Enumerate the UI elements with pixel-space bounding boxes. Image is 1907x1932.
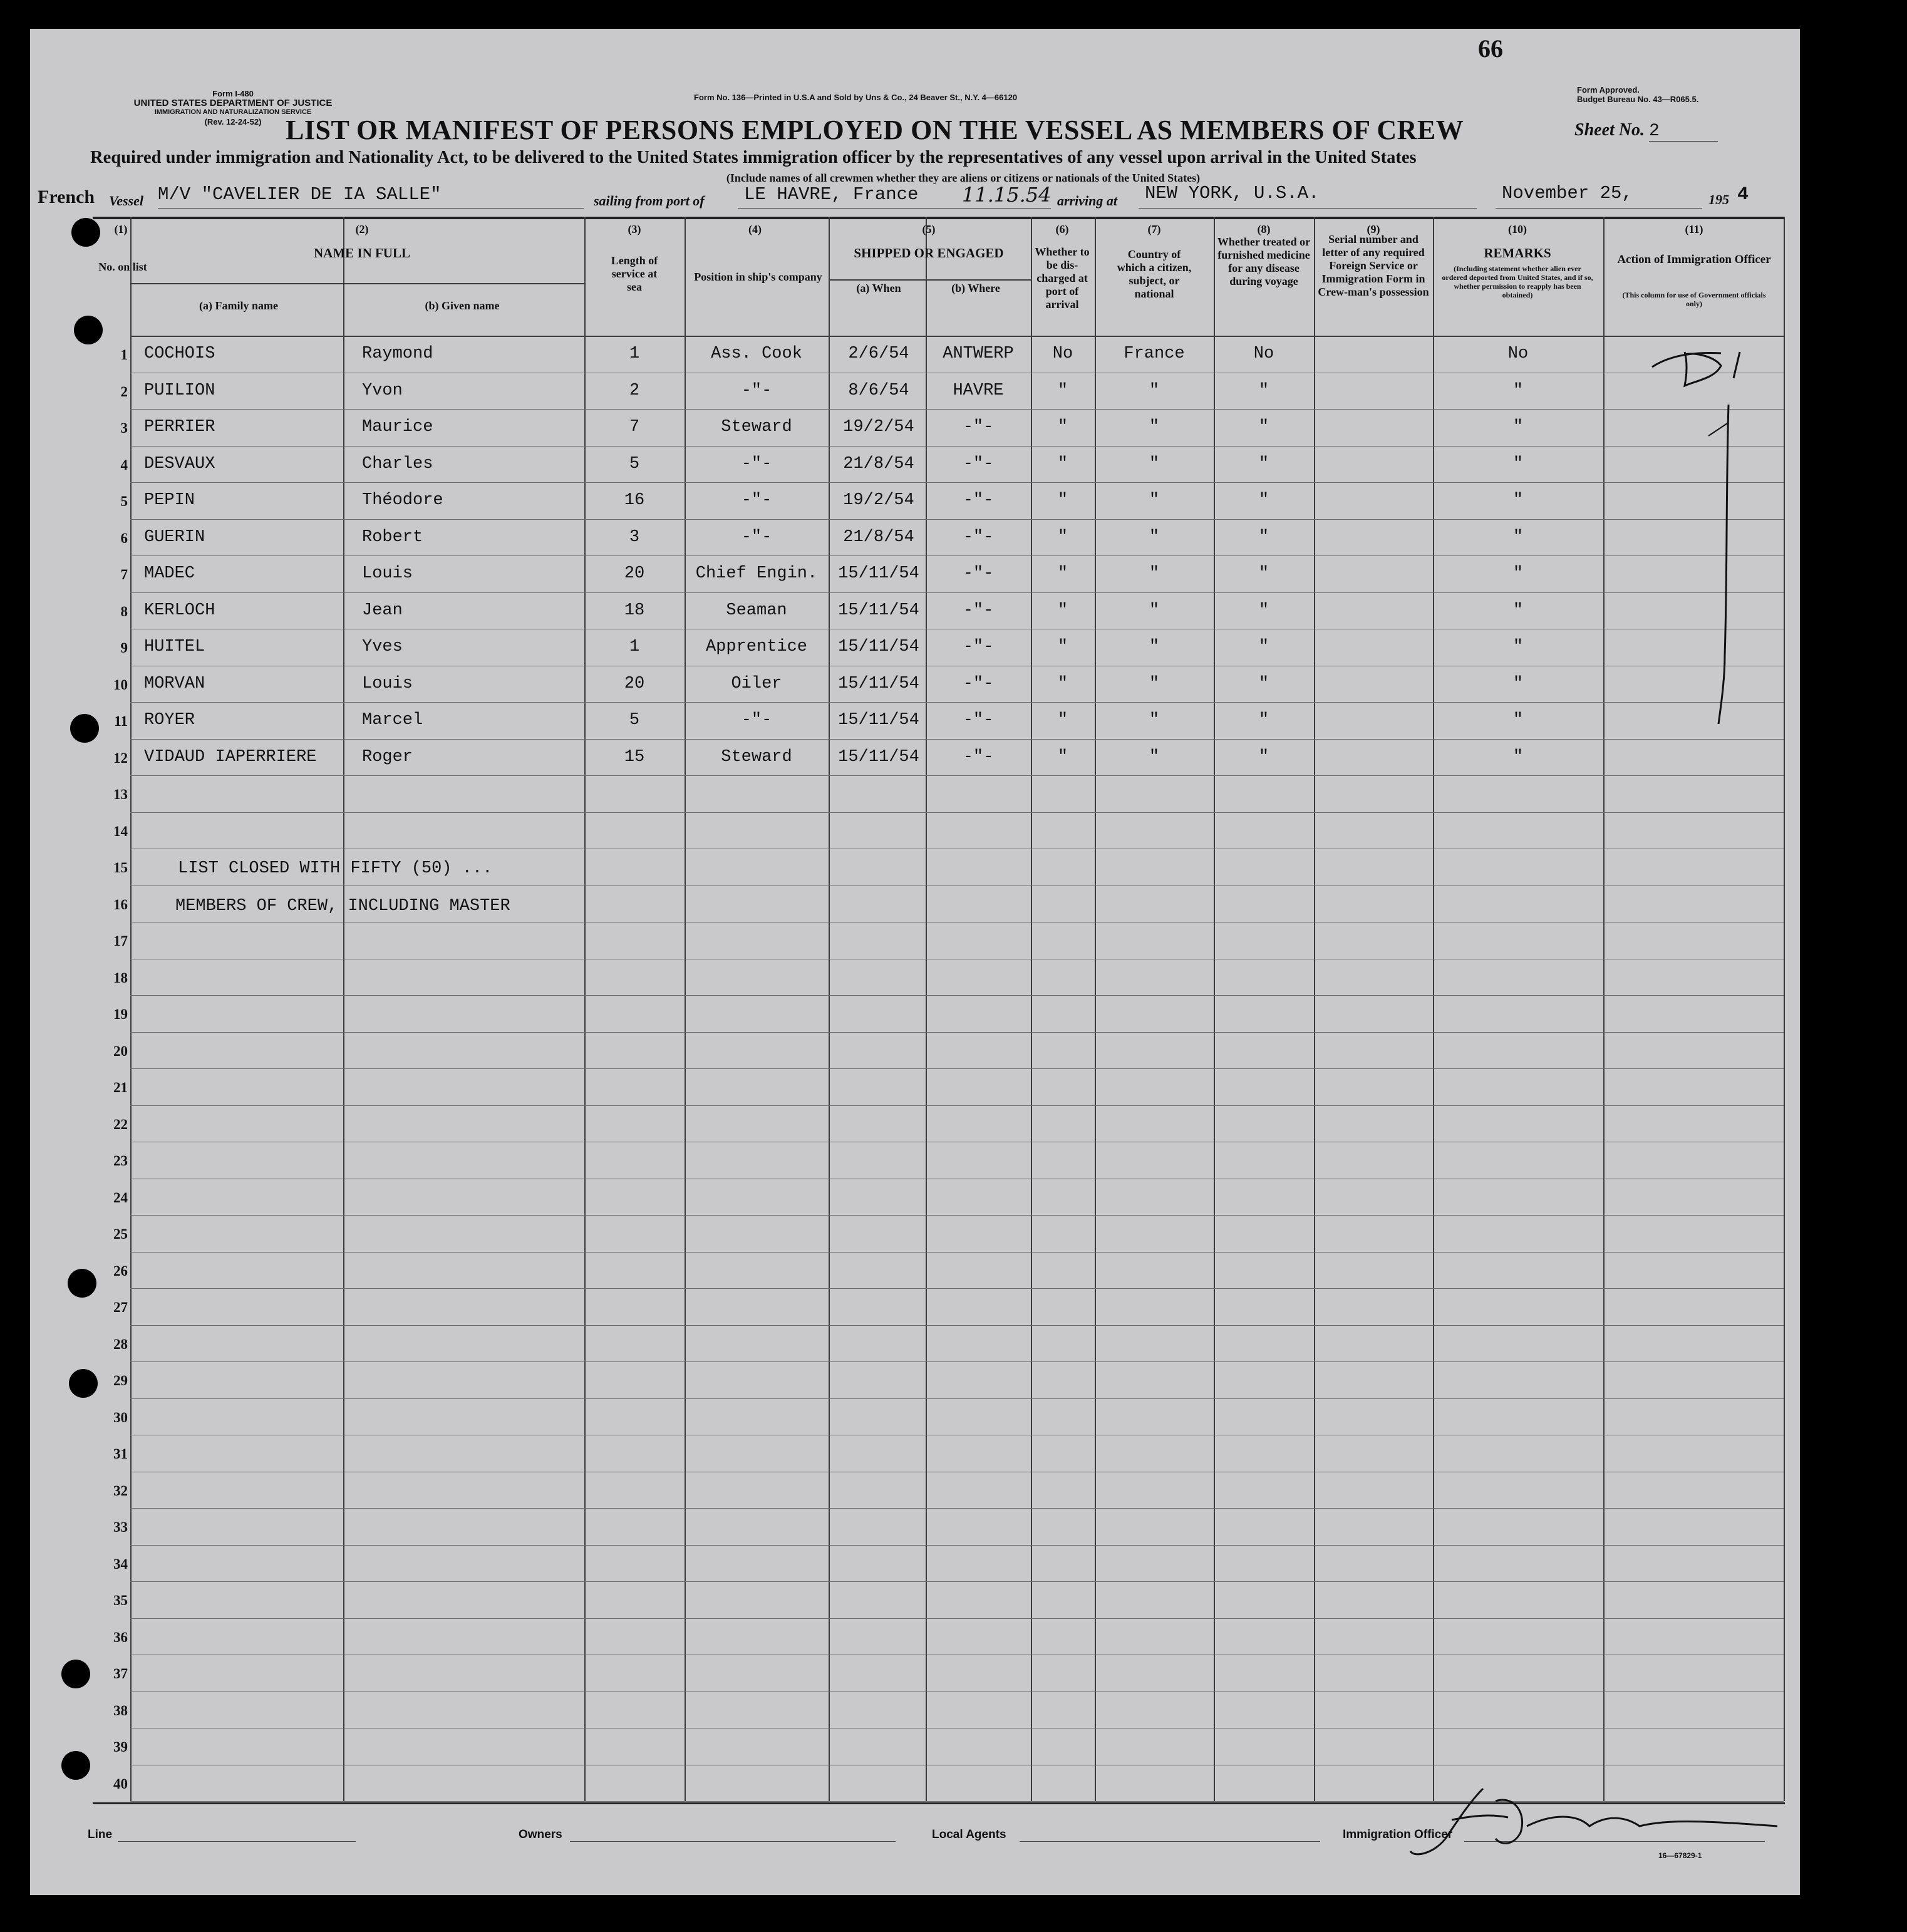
sailing-label: sailing from port of [594, 193, 705, 209]
closing-note-line-1: LIST CLOSED WITH FIFTY (50) ... [178, 859, 493, 878]
row-number: 14 [113, 823, 128, 839]
cell-family: ROYER [144, 711, 195, 730]
cell-country: " [1149, 674, 1160, 693]
row-rule [130, 1545, 1784, 1546]
cell-where: HAVRE [953, 381, 1004, 400]
cell-family: VIDAUD IAPERRIERE [144, 747, 317, 767]
row-rule [130, 519, 1784, 520]
cell-remarks: " [1512, 491, 1524, 510]
cell-discharged: " [1057, 711, 1068, 730]
cell-country: " [1149, 564, 1160, 583]
col7-header: Country of which a citizen, subject, or national [1117, 248, 1192, 300]
cell-given: Robert [362, 527, 423, 547]
arriving-label: arriving at [1057, 193, 1117, 209]
cell-given: Yves [362, 638, 403, 656]
cell-medicine: " [1258, 711, 1269, 730]
cell-country: " [1149, 418, 1160, 437]
row-number: 7 [120, 567, 128, 582]
cell-country: " [1149, 381, 1160, 400]
cell-family: HUITEL [144, 638, 205, 656]
manifest-sheet [30, 29, 1800, 1895]
column-rule [1603, 217, 1605, 1801]
cell-where: -"- [963, 638, 994, 656]
cell-medicine: " [1258, 381, 1269, 400]
binder-hole [68, 1269, 96, 1298]
form-info-line: (Rev. 12-24-52) [204, 117, 262, 127]
cell-discharged: " [1057, 674, 1068, 693]
cell-given: Louis [362, 564, 413, 583]
cell-medicine: " [1258, 638, 1269, 656]
name-subheader-rule [130, 283, 584, 284]
row-rule [130, 1325, 1784, 1326]
col10-header: REMARKS [1484, 245, 1551, 261]
row-number: 38 [113, 1702, 128, 1718]
cell-where: -"- [963, 601, 994, 620]
cell-length: 18 [624, 601, 645, 620]
column-rule [1784, 217, 1785, 1801]
col6-number: (6) [1055, 223, 1069, 235]
cell-remarks: No [1507, 344, 1529, 363]
row-rule [130, 1618, 1784, 1619]
col11-note: (This column for use of Government officials only) [1622, 291, 1766, 308]
year-suffix: 4 [1737, 184, 1749, 205]
cell-country: " [1149, 711, 1160, 730]
cell-given: Maurice [362, 418, 433, 437]
col5b-header: (b) Where [951, 282, 1000, 294]
row-number: 6 [120, 530, 128, 546]
cell-discharged: " [1057, 527, 1068, 547]
row-number: 28 [113, 1336, 128, 1352]
cell-remarks: " [1512, 564, 1524, 583]
cell-country: " [1149, 638, 1160, 656]
cell-length: 1 [629, 638, 640, 656]
row-rule [130, 1215, 1784, 1216]
column-rule [343, 283, 344, 1801]
cell-length: 20 [624, 564, 645, 583]
cell-discharged: " [1057, 601, 1068, 620]
cell-remarks: " [1512, 711, 1524, 730]
row-number: 17 [113, 933, 128, 949]
cell-length: 7 [629, 418, 640, 437]
row-rule [130, 1398, 1784, 1399]
row-number: 1 [120, 347, 128, 363]
cell-when: 21/8/54 [843, 454, 914, 473]
row-number: 36 [113, 1629, 128, 1645]
row-number: 4 [120, 457, 128, 473]
cell-remarks: " [1512, 638, 1524, 656]
cell-where: ANTWERP [943, 344, 1014, 363]
row-number: 21 [113, 1080, 128, 1095]
row-rule [130, 592, 1784, 593]
row-number: 2 [120, 383, 128, 400]
cell-length: 15 [624, 747, 645, 767]
cell-where: -"- [963, 527, 994, 547]
cell-discharged: No [1052, 344, 1073, 363]
col2-number: (2) [355, 223, 369, 235]
row-rule [130, 1032, 1784, 1033]
footer-line-label: Line [88, 1828, 113, 1841]
handwritten-mark [1615, 329, 1777, 768]
row-number: 13 [113, 787, 128, 802]
cell-remarks: " [1512, 418, 1524, 437]
row-rule [130, 409, 1784, 410]
col10-note: (Including statement whether alien ever ordered deported from United States, and if so, whether permission to reapply has been obtained) [1442, 264, 1593, 299]
cell-given: Louis [362, 674, 413, 693]
footer-owners-label: Owners [519, 1828, 562, 1841]
cell-position: Apprentice [705, 638, 808, 656]
row-number: 35 [113, 1593, 128, 1608]
form-info-line: Form I-480 [212, 89, 254, 98]
vessel-nationality: French [38, 187, 95, 207]
cell-remarks: " [1512, 454, 1524, 473]
cell-position: -"- [741, 454, 772, 473]
col11-header: Action of Immigration Officer [1617, 253, 1771, 266]
cell-remarks: " [1512, 381, 1524, 400]
row-number: 23 [113, 1153, 128, 1169]
row-number: 18 [113, 969, 128, 986]
cell-given: Charles [362, 454, 433, 473]
cell-medicine: " [1258, 418, 1269, 437]
col3-number: (3) [628, 223, 641, 235]
row-number: 24 [113, 1189, 128, 1206]
cell-given: Jean [362, 601, 403, 620]
col5-number: (5) [922, 223, 936, 235]
footer-local-agents-label: Local Agents [932, 1828, 1006, 1841]
cell-length: 2 [629, 381, 640, 400]
row-number: 34 [113, 1556, 128, 1572]
cell-medicine: " [1258, 454, 1269, 473]
cell-family: PUILION [144, 381, 215, 400]
column-rule [1314, 217, 1315, 1801]
row-number: 16 [113, 896, 128, 912]
binder-hole [69, 1369, 98, 1398]
row-number: 27 [113, 1299, 128, 1315]
cell-discharged: " [1057, 564, 1068, 583]
cell-when: 8/6/54 [848, 381, 909, 400]
col8-header: Whether treated or furnished medicine for any disease during voyage [1217, 235, 1311, 287]
cell-when: 21/8/54 [843, 527, 914, 547]
cell-discharged: " [1057, 454, 1068, 473]
cell-country: " [1149, 601, 1160, 620]
cell-medicine: " [1258, 527, 1269, 547]
cell-medicine: " [1258, 491, 1269, 510]
cell-where: -"- [963, 674, 994, 693]
col1-number: (1) [114, 223, 128, 235]
cell-length: 3 [629, 527, 640, 547]
cell-where: -"- [963, 564, 994, 583]
header-bottom-rule [130, 336, 1784, 337]
row-rule [130, 1361, 1784, 1362]
form-info-line: UNITED STATES DEPARTMENT OF JUSTICE [133, 98, 333, 108]
row-number: 39 [113, 1739, 128, 1755]
cell-when: 15/11/54 [838, 711, 919, 730]
form-info-center: Form No. 136—Printed in U.S.A and Sold by Uns & Co., 24 Beaver St., N.Y. 4—66120 [694, 93, 1018, 102]
col4-header: Position in ship's company [694, 271, 822, 283]
cell-when: 2/6/54 [848, 344, 909, 363]
row-rule [130, 1252, 1784, 1253]
cell-given: Théodore [362, 491, 443, 510]
row-rule [130, 555, 1784, 556]
cell-given: Yvon [362, 381, 403, 400]
binder-hole [74, 316, 103, 344]
row-number: 26 [113, 1263, 128, 1279]
cell-country: " [1149, 527, 1160, 547]
table-top-rule [93, 217, 1785, 219]
cell-when: 19/2/54 [843, 418, 914, 437]
cell-position: Oiler [731, 674, 782, 693]
cell-length: 5 [629, 454, 640, 473]
sailing-port: LE HAVRE, France [744, 184, 919, 205]
row-number: 29 [113, 1373, 128, 1388]
handwritten-date: 11.15.54 [962, 183, 1052, 207]
row-number: 8 [120, 603, 128, 619]
col4-number: (4) [748, 223, 762, 235]
cell-discharged: " [1057, 638, 1068, 656]
row-rule [130, 995, 1784, 996]
col2b-header: (b) Given name [425, 299, 500, 312]
cell-position: -"- [741, 527, 772, 547]
cell-medicine: No [1253, 344, 1274, 363]
row-rule [130, 1508, 1784, 1509]
cell-when: 15/11/54 [838, 564, 919, 583]
col10-number: (10) [1508, 223, 1527, 235]
row-number: 19 [113, 1006, 128, 1022]
cell-length: 5 [629, 711, 640, 730]
row-number: 37 [113, 1666, 128, 1681]
cell-remarks: " [1512, 674, 1524, 693]
cell-length: 20 [624, 674, 645, 693]
manifest-subtitle: Required under immigration and Nationality Act, to be delivered to the United States immigration officer by the representatives of any vessel upon arrival in the United States [90, 148, 1417, 167]
footer-form-code: 16—67829-1 [1658, 1851, 1702, 1860]
row-rule [130, 1581, 1784, 1582]
cell-given: Marcel [362, 711, 423, 730]
cell-when: 15/11/54 [838, 674, 919, 693]
col2-header: NAME IN FULL [313, 245, 410, 261]
row-number: 40 [113, 1775, 128, 1792]
cell-medicine: " [1258, 564, 1269, 583]
cell-length: 16 [624, 491, 645, 510]
arrival-date: November 25, [1502, 183, 1633, 204]
cell-family: GUERIN [144, 527, 205, 547]
col9-header: Serial number and letter of any required Foreign Service or Immigration Form in Crew-man's possession [1318, 233, 1429, 298]
row-rule [130, 1068, 1784, 1069]
binder-hole [61, 1660, 90, 1688]
row-rule [130, 446, 1784, 447]
binder-hole [71, 218, 100, 247]
col11-number: (11) [1685, 223, 1703, 235]
sheet-no-value: 2 [1649, 121, 1718, 142]
cell-position: Steward [721, 747, 792, 767]
col1-header: No. on list [98, 261, 147, 273]
cell-when: 19/2/54 [843, 491, 914, 510]
cell-where: -"- [963, 454, 994, 473]
row-number: 20 [113, 1043, 128, 1059]
row-rule [130, 775, 1784, 776]
cell-family: COCHOIS [144, 344, 215, 363]
col5-header: SHIPPED OR ENGAGED [854, 245, 1004, 261]
manifest-title: LIST OR MANIFEST OF PERSONS EMPLOYED ON THE VESSEL AS MEMBERS OF CREW [286, 115, 1464, 145]
shipped-subheader-rule [829, 279, 1031, 281]
cell-discharged: " [1057, 418, 1068, 437]
row-number: 31 [113, 1446, 128, 1462]
cell-length: 1 [629, 344, 640, 363]
cell-discharged: " [1057, 747, 1068, 767]
row-rule [130, 1105, 1784, 1106]
form-info-line: Budget Bureau No. 43—R065.5. [1577, 95, 1699, 104]
binder-hole [61, 1751, 90, 1780]
row-rule [130, 739, 1784, 740]
cell-when: 15/11/54 [838, 638, 919, 656]
officer-signature [1402, 1776, 1777, 1870]
cell-given: Raymond [362, 344, 433, 363]
col3-header: Length of service at sea [611, 254, 658, 293]
row-number: 11 [114, 713, 128, 729]
cell-position: -"- [741, 491, 772, 510]
cell-remarks: " [1512, 601, 1524, 620]
cell-position: -"- [741, 381, 772, 400]
cell-family: KERLOCH [144, 601, 215, 620]
cell-where: -"- [963, 747, 994, 767]
cell-country: " [1149, 491, 1160, 510]
col8-number: (8) [1257, 223, 1271, 235]
cell-position: Ass. Cook [711, 344, 802, 363]
row-number: 32 [113, 1482, 128, 1499]
vessel-label: Vessel [109, 193, 143, 209]
cell-family: MADEC [144, 564, 195, 583]
row-number: 5 [120, 493, 128, 509]
cell-position: Chief Engin. [695, 564, 818, 583]
form-info-line: Form Approved. [1577, 85, 1640, 95]
cell-country: " [1149, 454, 1160, 473]
row-rule [130, 482, 1784, 483]
col2a-header: (a) Family name [199, 299, 278, 312]
row-number: 33 [113, 1519, 128, 1535]
cell-medicine: " [1258, 747, 1269, 767]
cell-where: -"- [963, 711, 994, 730]
cell-position: Steward [721, 418, 792, 437]
cell-given: Roger [362, 747, 413, 767]
footer-immigration-officer-label: Immigration Officer [1343, 1828, 1453, 1841]
cell-medicine: " [1258, 601, 1269, 620]
col6-header: Whether to be dis-charged at port of arrival [1035, 245, 1090, 311]
cell-remarks: " [1512, 527, 1524, 547]
vessel-name: M/V "CAVELIER DE IA SALLE" [158, 184, 442, 205]
row-number: 12 [113, 750, 128, 766]
cell-when: 15/11/54 [838, 747, 919, 767]
col9-number: (9) [1367, 223, 1380, 235]
cell-where: -"- [963, 418, 994, 437]
row-rule [130, 702, 1784, 703]
cell-family: DESVAUX [144, 454, 215, 473]
form-info-line: IMMIGRATION AND NATURALIZATION SERVICE [154, 108, 312, 116]
column-rule [130, 217, 132, 1801]
closing-note-line-2: MEMBERS OF CREW, INCLUDING MASTER [175, 897, 510, 916]
cell-position: -"- [741, 711, 772, 730]
row-number: 25 [113, 1226, 128, 1242]
cell-country: France [1124, 344, 1185, 363]
cell-discharged: " [1057, 381, 1068, 400]
cell-country: " [1149, 747, 1160, 767]
year-prefix: 195 [1708, 192, 1729, 207]
cell-remarks: " [1512, 747, 1524, 767]
cell-family: MORVAN [144, 674, 205, 693]
sheet-label: Sheet No. [1574, 120, 1645, 140]
manifest-subnote: (Include names of all crewmen whether they are aliens or citizens or nationals of the United States) [726, 172, 1201, 184]
cell-where: -"- [963, 491, 994, 510]
row-rule [130, 1288, 1784, 1289]
row-number: 3 [120, 420, 128, 436]
row-number: 15 [113, 860, 128, 876]
cell-position: Seaman [726, 601, 787, 620]
row-rule [130, 812, 1784, 813]
arriving-port: NEW YORK, U.S.A. [1145, 183, 1320, 204]
row-number: 30 [113, 1409, 128, 1425]
cell-family: PERRIER [144, 418, 215, 437]
cell-when: 15/11/54 [838, 601, 919, 620]
cell-medicine: " [1258, 674, 1269, 693]
cell-discharged: " [1057, 491, 1068, 510]
col5a-header: (a) When [856, 282, 901, 294]
cell-family: PEPIN [144, 491, 195, 510]
col7-number: (7) [1147, 223, 1161, 235]
row-number: 9 [120, 640, 128, 656]
row-number: 10 [113, 676, 128, 693]
binder-hole [70, 714, 99, 743]
row-number: 22 [113, 1116, 128, 1132]
page-number: 66 [1478, 34, 1503, 63]
